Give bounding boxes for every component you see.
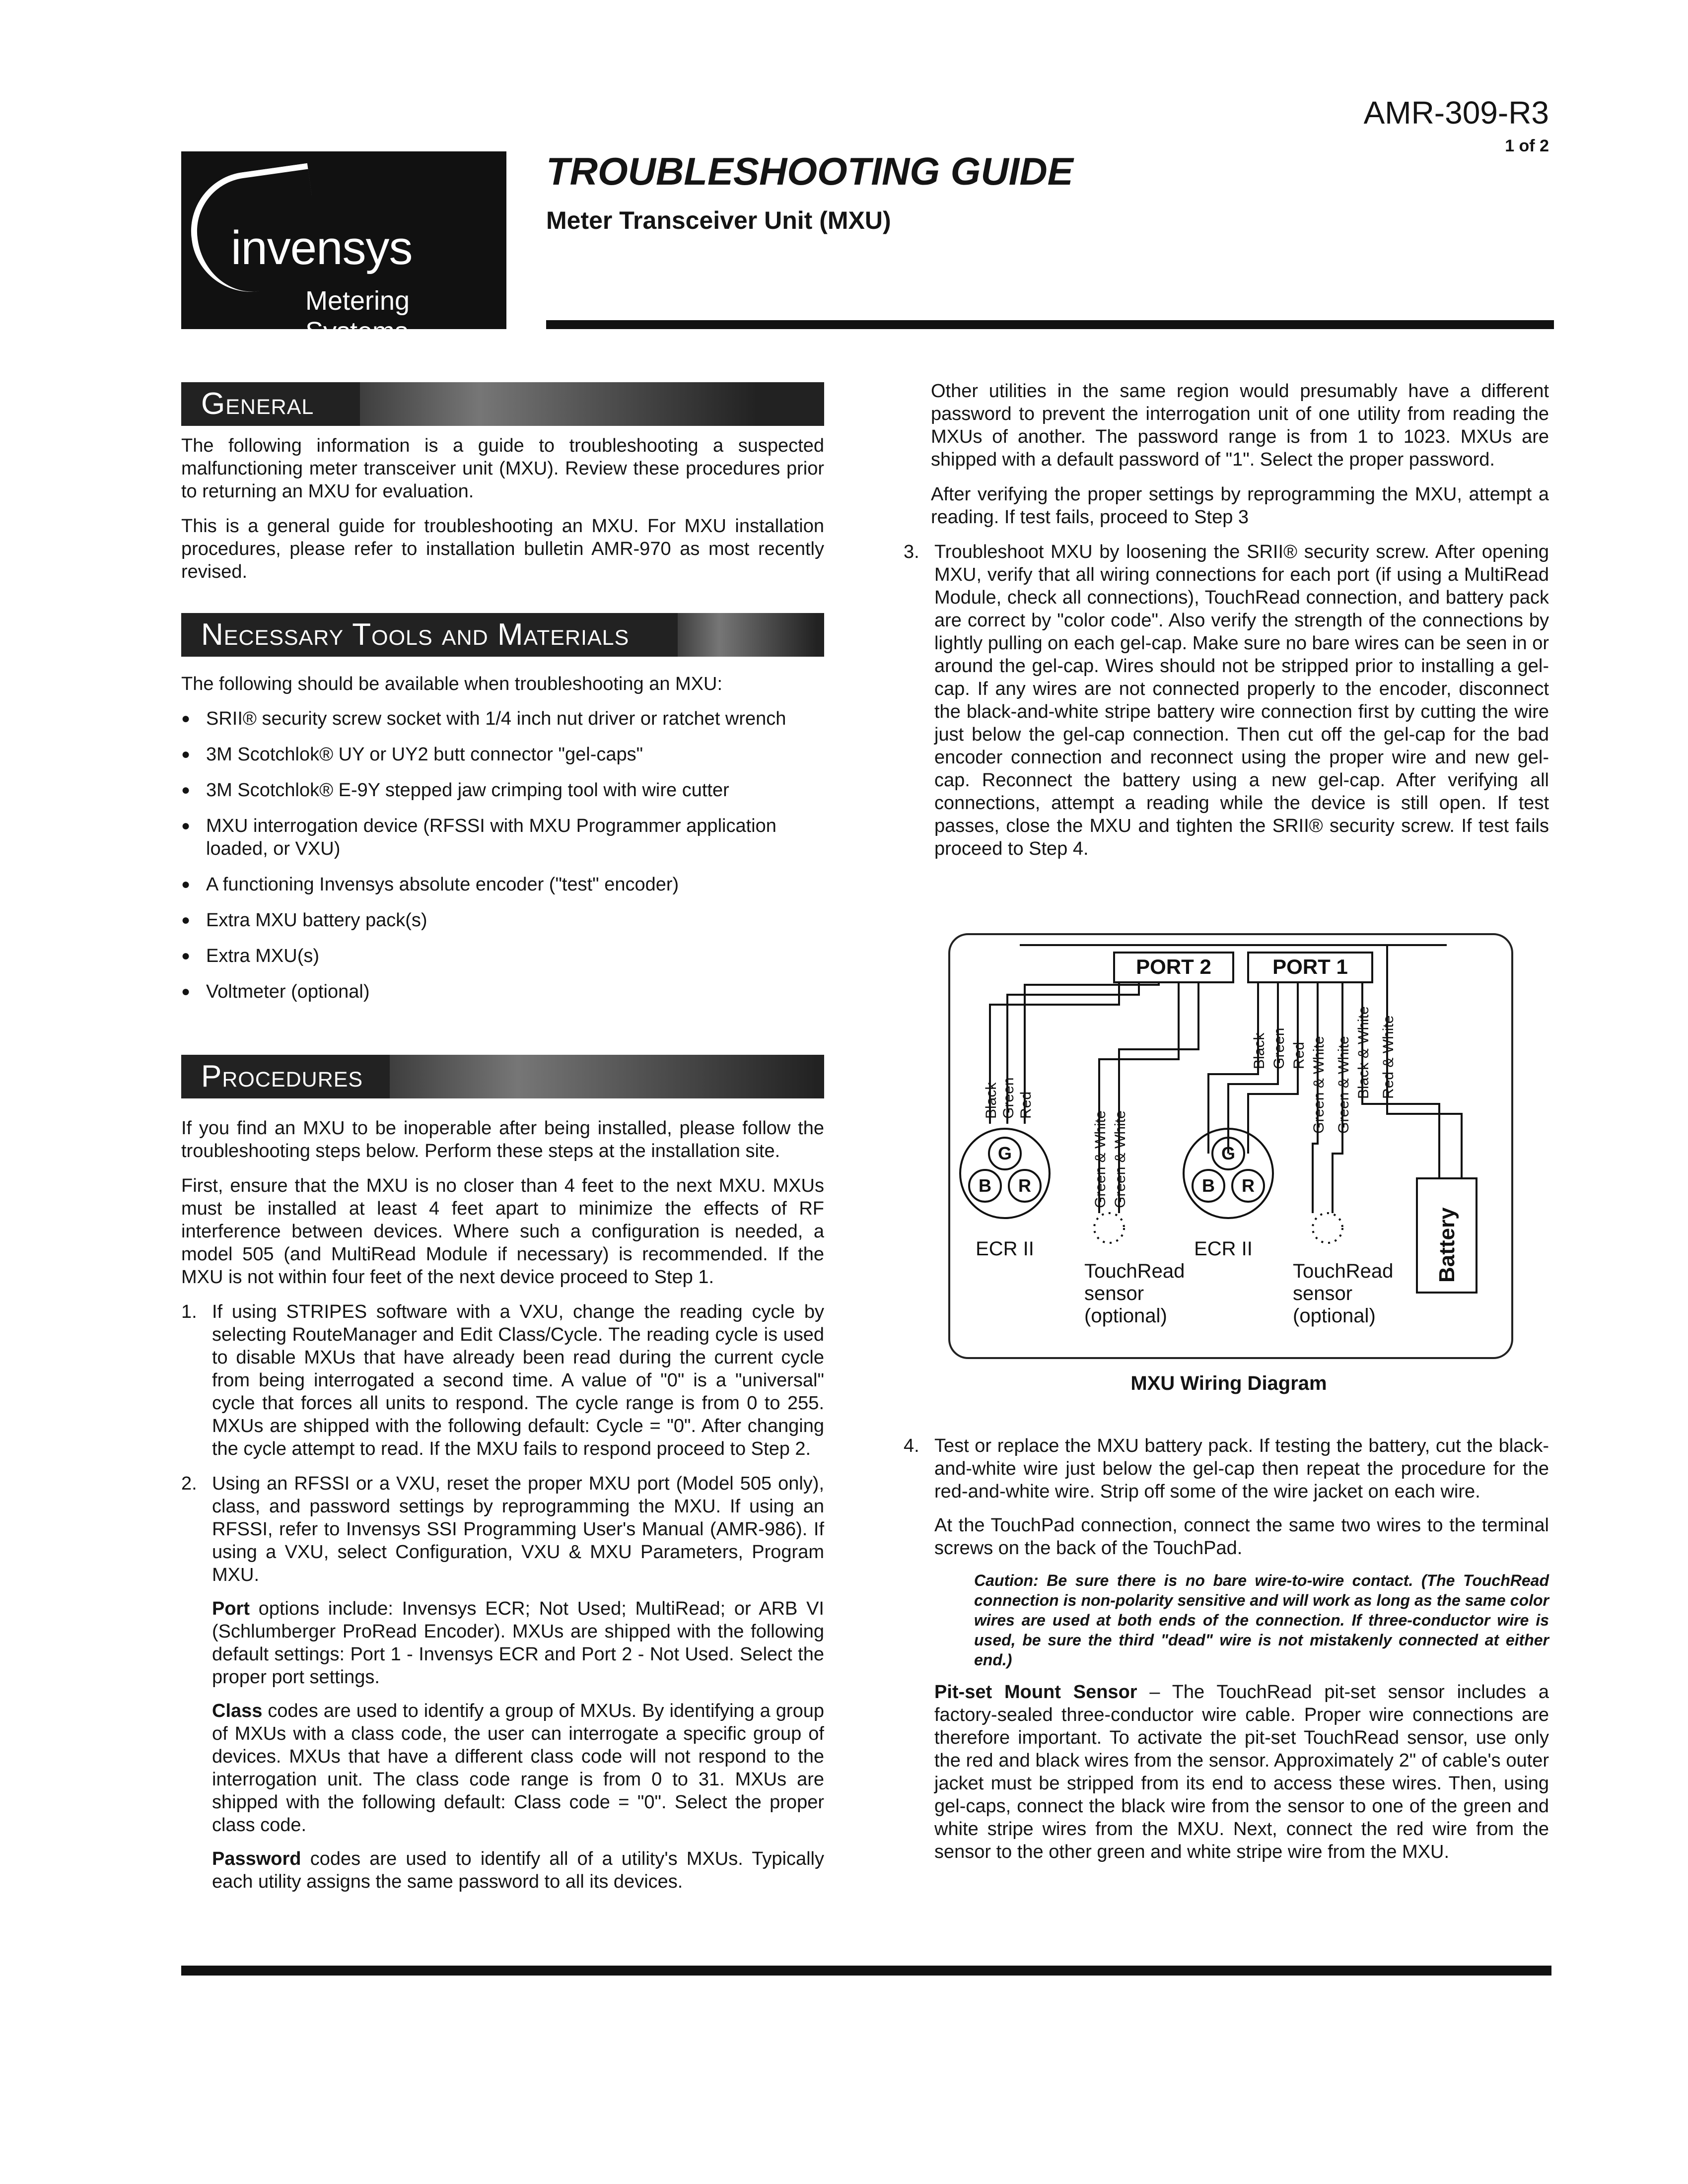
footer-divider [181,1966,1551,1976]
ecr-b-label: B [979,1175,991,1196]
procedures-paragraph-2: First, ensure that the MXU is no closer than 4 feet to the next MXU. MXUs must be installed at least 4 feet apart to minimize the effects of RF interference between devices. Where such a configuration is needed, a model 505 (and MultiRead Module if necessary) is recommended. If the MXU is not within four feet of the next device proceed to Step 1. [181,1175,824,1288]
wire-label: Green & White [1092,1110,1109,1208]
class-text: codes are used to identify a group of MXUs. By identifying a group of MXUs with a class code, the user can interrogate a specific group of devices. MXUs that have a different class code will not respond to the interrogation unit. The class code range is from 0 to 31. MXUs are shipped with the following default: Class code = "0". Select the proper class code. [212,1701,824,1836]
wire [1119,982,1198,1213]
procedure-steps [181,1300,824,1893]
wire-label: Green [1000,1077,1017,1119]
wire-label: Red [1018,1091,1034,1119]
page-title: TROUBLESHOOTING GUIDE [546,149,1073,193]
section-heading-procedures [181,1055,824,1098]
wire [1208,982,1258,1154]
wire [1099,982,1179,1213]
touchread-label: (optional) [1293,1305,1376,1327]
procedures-paragraph-1: If you find an MXU to be inoperable after being installed, please follow the troubleshooting steps below. Perform these steps at the installation site. [181,1118,824,1161]
ecr-r-label: R [1242,1175,1255,1196]
pitset-lead: Pit-set Mount Sensor [934,1682,1137,1703]
list-item: ● MXU interrogation device (RFSSI with MXU Programmer application loaded, or VXU) [181,815,824,860]
section-heading-general [181,382,824,426]
touchread-label: (optional) [1084,1305,1167,1327]
wire-label: Black [983,1082,999,1119]
procedures-section [181,1117,824,1905]
list-item: ● 3M Scotchlok® E-9Y stepped jaw crimping tool with wire cutter [181,779,824,802]
heading-text: General [201,387,314,421]
wire-label: Green & White [1112,1110,1128,1208]
step-number: 3. [904,542,919,562]
list-item: ● SRII® security screw socket with 1/4 inch nut driver or ratchet wrench [181,707,824,730]
tools-section [181,673,824,1016]
header-divider [546,320,1554,329]
pitset-paragraph [934,1681,1549,1863]
mxu-wiring-diagram [948,933,1513,1359]
document-number: AMR-309-R3 [1363,95,1549,131]
touchpad-paragraph: At the TouchPad connection, connect the same two wires to the terminal screws on the back of the TouchPad. [934,1515,1549,1559]
touchread-label: TouchRead [1084,1260,1185,1282]
heading-shade [678,613,817,657]
password-paragraph [212,1847,824,1893]
general-paragraph-2: This is a general guide for troubleshooting an MXU. For MXU installation procedures, please refer to installation bulletin AMR-970 as most recently revised. [181,516,824,582]
password-text: codes are used to identify all of a utility's MXUs. Typically each utility assigns the same password to all its devices. [212,1848,824,1892]
step-number: 4. [904,1435,919,1456]
port-paragraph [212,1597,824,1689]
wire-label: Green & White [1311,1036,1327,1134]
heading-text: Procedures [201,1059,363,1093]
wire-label: Red [1291,1041,1307,1069]
heading-shade [360,382,757,426]
diagram-caption: MXU Wiring Diagram [1130,1372,1327,1394]
step-text: Using an RFSSI or a VXU, reset the proper MXU port (Model 505 only), class, and password settings by reprogramming the MXU. If using an RFSSI, refer to Invensys SSI Programming User's Manual (AMR-986). If using a VXU, select Configuration, VXU & MXU Parameters, Program MXU. [212,1473,824,1585]
heading-text: Necessary Tools and Materials [201,617,630,652]
port1-label: PORT 1 [1272,955,1348,978]
tools-list [181,707,824,1003]
password-lead: Password [212,1848,301,1869]
step-3 [904,541,1549,860]
step-2 [181,1472,824,1893]
caution-note: Caution: Be sure there is no bare wire-to-wire contact. (The TouchRead connection is non-polarity sensitive and will work as long as the same color wires are used at both ends of the connection. If three-conductor wire is used, be sure the third "dead" wire is not mistakenly connected at either end.) [974,1571,1549,1669]
invensys-logo [181,151,506,346]
list-item: ● Extra MXU(s) [181,945,824,967]
tools-intro: The following should be available when troubleshooting an MXU: [181,674,723,694]
touchread-label: sensor [1084,1283,1144,1304]
list-item: ● 3M Scotchlok® UY or UY2 butt connector "gel-caps" [181,743,824,766]
right-column-top [904,380,1549,872]
touchread-label: sensor [1293,1283,1353,1304]
ecr-left-label: ECR II [976,1238,1034,1260]
step-number: 1. [181,1301,197,1322]
step-1 [181,1300,824,1460]
list-item: ● A functioning Invensys absolute encoder ("test" encoder) [181,873,824,896]
class-lead: Class [212,1701,263,1721]
step-number: 2. [181,1473,197,1494]
touchread-label: TouchRead [1293,1260,1394,1282]
step-text: If using STRIPES software with a VXU, change the reading cycle by selecting RouteManager and Edit Class/Cycle. The reading cycle is used to disable MXUs that have already been read during the current cycle from being interrogated a second time. A value of "0" is a "universal" cycle that forces all units to respond. The cycle range is from 0 to 255. MXUs are shipped with the following default: Cycle = "0". After changing the cycle attempt to read. If the MXU fails to respond proceed to Step 2. [212,1301,824,1459]
wire-label: Red & White [1380,1015,1397,1099]
step-text: Troubleshoot MXU by loosening the SRII® security screw. After opening MXU, verify that all wiring connections for each port (if using a MultiRead Module, check all connections), TouchRead connection, and battery pack are correct by "color code". Also verify the strength of the connections by lightly pulling on each gel-cap. Make sure no bare wires can be seen in or around the gel-cap. Wires should not be stripped prior to installing a gel-cap. If any wires are not connected properly to the encoder, disconnect the black-and-white stripe battery wire connection first by cutting the wire just below the gel-cap connection. Then cut off the gel-cap for the bad encoder connection and reconnect using the proper wire and new gel-cap. Reconnect the battery using a new gel-cap. After verifying all connections, attempt a reading while the device is still open. If test passes, close the MXU and tighten the SRII® security screw. If test fails proceed to Step 4. [934,542,1549,859]
logo-brand: invensys [231,221,413,274]
ecr-g-label: G [997,1143,1012,1163]
page-indicator: 1 of 2 [1505,136,1549,155]
logo-subtitle: Metering Systems [305,286,410,346]
list-item: ● Voltmeter (optional) [181,980,824,1003]
step-text: Test or replace the MXU battery pack. If testing the battery, cut the black-and-white wire just below the gel-cap then repeat the procedure for the red-and-white wire. Strip off some of the wire jacket on each wire. [934,1435,1549,1502]
list-item: ● Extra MXU battery pack(s) [181,909,824,932]
wire-label: Black [1251,1032,1267,1069]
ecr-g-label: G [1221,1143,1236,1163]
ecr-r-label: R [1018,1175,1031,1196]
battery-label: Battery [1435,1207,1459,1283]
wiring-diagram-svg [950,935,1511,1357]
procedure-steps-cont [904,1434,1549,1863]
section-heading-tools [181,613,824,657]
wire [1387,945,1462,1178]
port-lead: Port [212,1598,250,1619]
step-4 [904,1434,1549,1863]
wire-label: Black & White [1355,1006,1372,1099]
general-section [181,434,824,595]
port2-label: PORT 2 [1136,955,1211,978]
right-column-bottom [904,1434,1549,1875]
wire [1362,982,1439,1178]
wire-label: Green [1271,1027,1287,1069]
ecr-right-label: ECR II [1194,1238,1253,1260]
wire [1025,982,1159,1124]
procedure-steps-cont [904,541,1549,860]
port-text: options include: Invensys ECR; Not Used; MultiRead; or ARB VI (Schlumberger ProRead Encoder). MXUs are shipped with the following default settings: Port 1 - Invensys ECR and Port 2 - Not Used. Select the proper port settings. [212,1598,824,1688]
pitset-text: – The TouchRead pit-set sensor includes a factory-sealed three-conductor wire cable. Proper wire connections are therefore important. To activate the pit-set TouchRead sensor, use only the red and black wires from the sensor. Approximately 2" of cable's outer jacket must be stripped from its end to access these wires. Then, using gel-caps, connect the black wire from the sensor to one of the green and white stripe wires from the MXU. Next, connect the red wire from the sensor to the other green and white stripe wire from the MXU. [934,1682,1549,1862]
class-paragraph [212,1700,824,1837]
heading-shade [390,1055,817,1098]
wire-label: Green & White [1336,1036,1352,1134]
general-paragraph-1: The following information is a guide to troubleshooting a suspected malfunctioning meter transceiver unit (MXU). Review these procedures prior to returning an MXU for evaluation. [181,435,824,502]
verify-paragraph: After verifying the proper settings by reprogramming the MXU, attempt a reading. If test fails, proceed to Step 3 [931,484,1549,528]
ecr-b-label: B [1202,1175,1215,1196]
password-continued: Other utilities in the same region would presumably have a different password to prevent the interrogation unit of one utility from reading the MXUs of another. The password range is from 1 to 1023. MXUs are shipped with a default password of "1". Select the proper password. [931,381,1549,470]
page-subtitle: Meter Transceiver Unit (MXU) [546,206,891,234]
